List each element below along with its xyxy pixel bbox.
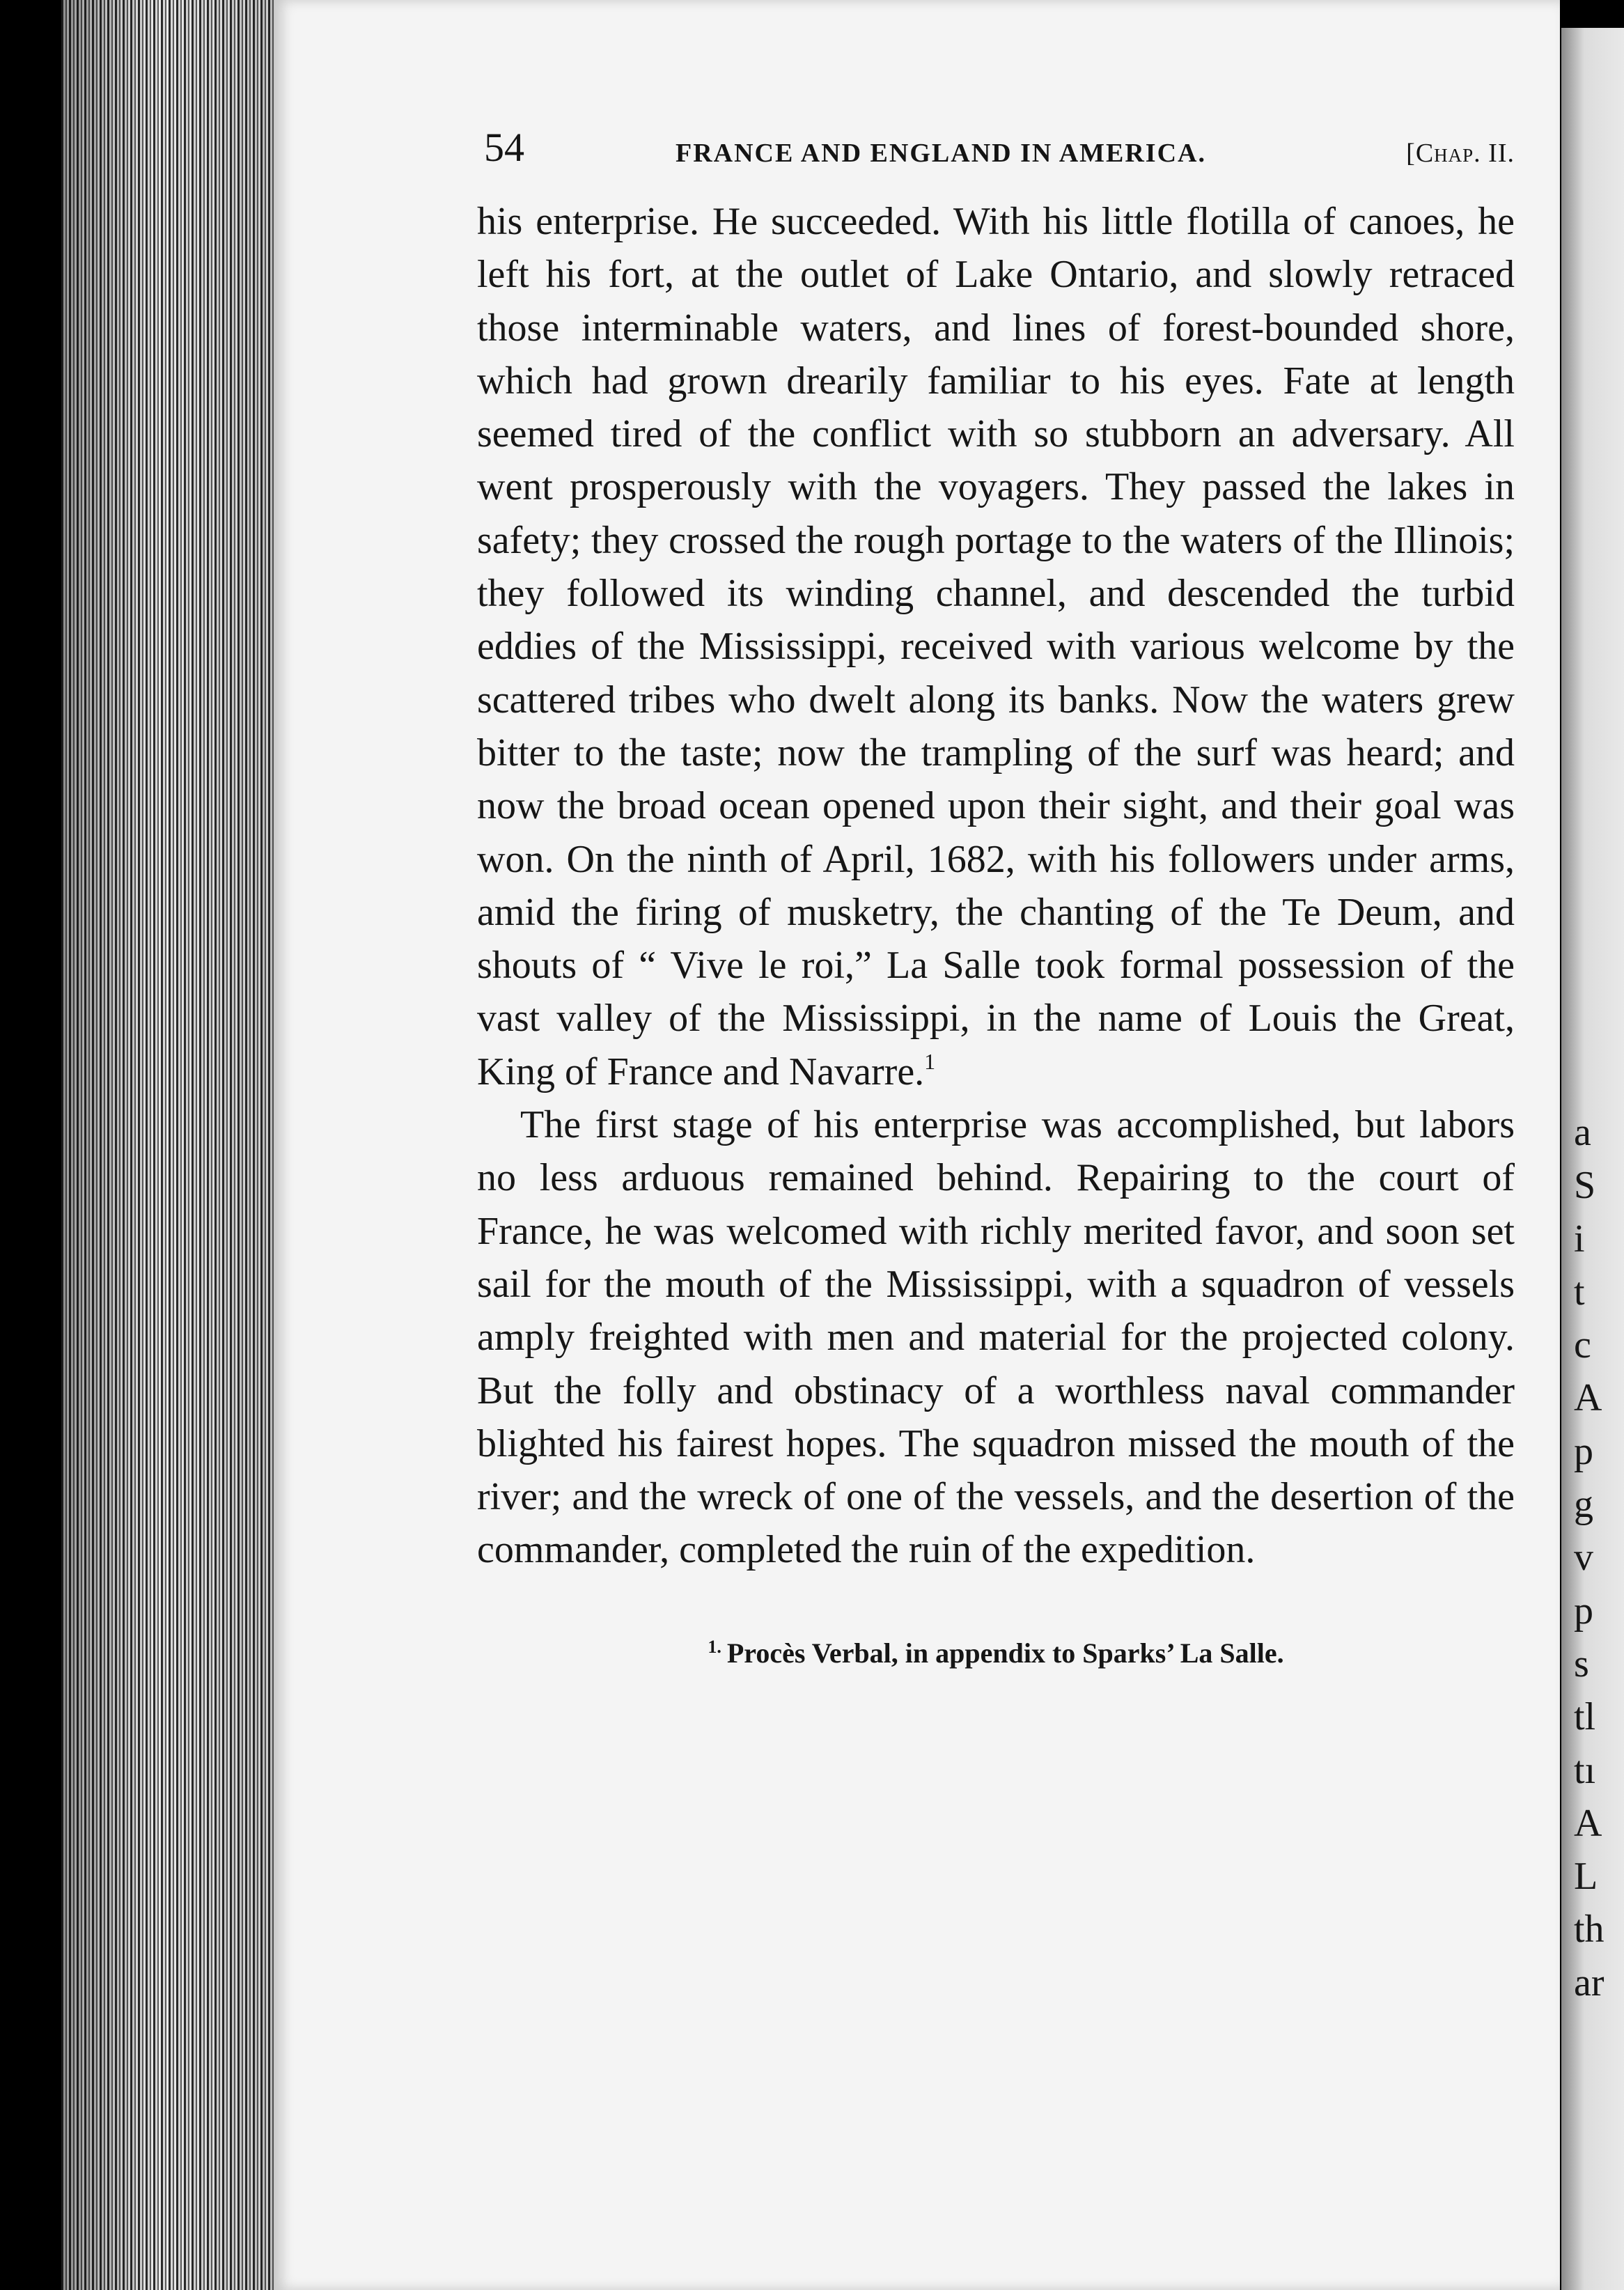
facing-fragment: i <box>1574 1217 1585 1261</box>
body-text <box>477 195 1515 1577</box>
facing-fragment: p <box>1574 1589 1593 1633</box>
facing-fragment: c <box>1574 1323 1591 1367</box>
page-content <box>477 111 1515 1669</box>
footnote <box>477 1637 1515 1669</box>
page-edges <box>61 0 279 2290</box>
facing-fragment: A <box>1574 1376 1602 1420</box>
facing-fragment: v <box>1574 1536 1593 1580</box>
facing-fragment: t <box>1574 1270 1585 1314</box>
facing-fragment: S <box>1574 1164 1596 1208</box>
facing-fragment: p <box>1574 1429 1593 1473</box>
footnote-reference: 1 <box>924 1048 936 1074</box>
page-edges-shadow <box>61 0 279 2290</box>
facing-fragment: L <box>1574 1855 1598 1899</box>
paragraph-1-text: his enterprise. He succeeded. With his little flotilla of canoes, he left his fort, at the outlet of Lake Ontario, and slowly retraced those interminable waters, and lines of forest-bounded shore, which had grown drearily familiar to his eyes. Fate at length seemed tired of the conflict with so stubborn an adversary. All went prosperously with the voyagers. They passed the lakes in safety; they crossed the rough portage to the waters of the Illinois; they followed its winding channel, and descended the turbid eddies of the Mississippi, received with various welcome by the scattered tribes who dwelt along its banks. Now the waters grew bitter to the taste; now the trampling of the surf was heard; and now the broad ocean opened upon their sight, and their goal was won. On the ninth of April, 1682, with his followers under arms, amid the firing of musketry, the chanting of the Te Deum, and shouts of “ Vive le roi,” La Salle took formal possession of the vast valley of the Mississippi, in the name of Louis the Great, King of France and Navarre. <box>477 200 1515 1093</box>
facing-fragment: g <box>1574 1483 1593 1527</box>
footnote-text: Procès Verbal, in appendix to Sparks’ La Salle. <box>726 1637 1284 1669</box>
facing-fragment: th <box>1574 1908 1605 1952</box>
page-number: 54 <box>484 125 524 170</box>
paragraph-continued <box>477 195 1515 1098</box>
facing-fragment: tı <box>1574 1748 1596 1792</box>
running-head <box>477 111 1515 195</box>
facing-fragment: A <box>1574 1801 1602 1845</box>
book-page <box>275 0 1560 2290</box>
footnote-number: 1. <box>708 1636 721 1657</box>
facing-fragment: a <box>1574 1111 1591 1154</box>
facing-page-text-fragments <box>1574 1106 1605 2009</box>
facing-fragment: tl <box>1574 1695 1596 1739</box>
chapter-reference: [Chap. II. <box>1406 139 1515 168</box>
facing-page-edge <box>1561 28 1624 2290</box>
running-title: FRANCE AND ENGLAND IN AMERICA. <box>676 139 1206 168</box>
facing-fragment: ar <box>1574 1961 1605 2004</box>
facing-fragment: s <box>1574 1642 1589 1685</box>
paragraph-2: The first stage of his enterprise was accomplished, but labors no less arduous remained behind. Repairing to the court of France, he was welcomed with richly merited favor, and soon set sail for the mouth of the Mississippi, with a squadron of vessels amply freighted with men and material for the projected colony. But the folly and obstinacy of a worthless naval commander blighted his fairest hopes. The squadron missed the mouth of the river; and the wreck of one of the vessels, and the desertion of the commander, completed the ruin of the expedition. <box>477 1103 1515 1572</box>
